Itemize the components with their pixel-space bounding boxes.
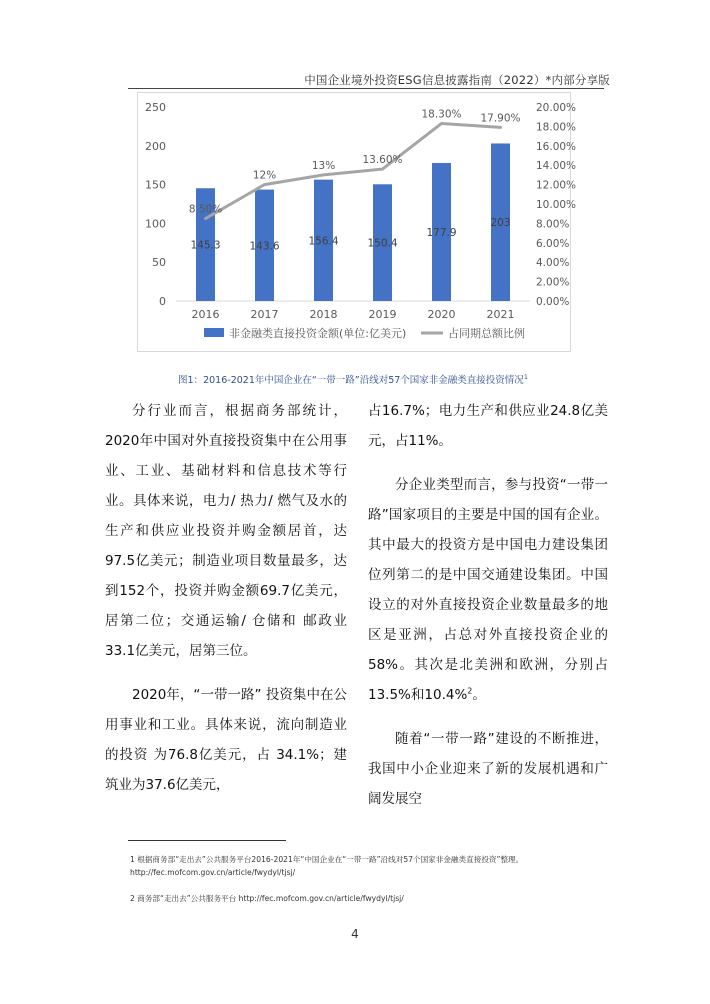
line-data-label: 13% bbox=[311, 159, 336, 172]
body-column-right bbox=[368, 396, 608, 828]
ratio-line bbox=[206, 123, 501, 218]
footnote-rule bbox=[128, 840, 286, 841]
bar-data-label: 145.3 bbox=[190, 239, 221, 252]
enterprise-type-end: 。 bbox=[472, 687, 486, 703]
paragraph-enterprise-type bbox=[368, 470, 608, 710]
chart-svg bbox=[138, 93, 577, 351]
right-axis-tick-label: 8.00% bbox=[536, 218, 570, 231]
footnote-1: 1 根据商务部“走出去”公共服务平台2016-2021年“中国企业在“一带一路”沿线对57个国家非金融类直接投资”整理。http://fec.mofcom.gov.cn/article/fwydyl/tjsj/ bbox=[130, 855, 524, 877]
x-axis-tick-label: 2016 bbox=[191, 308, 220, 321]
left-axis-tick-label: 150 bbox=[145, 178, 166, 192]
legend-bar-label: 非金融类直接投资金额(单位:亿美元) bbox=[229, 327, 407, 340]
right-axis-tick-label: 18.00% bbox=[536, 121, 577, 134]
line-data-label: 13.60% bbox=[362, 154, 403, 167]
left-axis-tick-label: 50 bbox=[152, 256, 166, 270]
bar-data-label: 156.4 bbox=[308, 235, 339, 248]
investment-chart bbox=[137, 92, 577, 352]
right-axis-tick-label: 20.00% bbox=[536, 102, 577, 114]
right-axis-tick-label: 4.00% bbox=[536, 257, 570, 270]
right-axis-tick-label: 14.00% bbox=[536, 160, 577, 173]
legend-line-label: 占同期总额比例 bbox=[448, 327, 525, 340]
left-axis-tick-label: 250 bbox=[145, 101, 166, 114]
left-axis-tick-label: 0 bbox=[159, 295, 166, 308]
x-axis-tick-label: 2017 bbox=[250, 308, 279, 321]
left-axis-tick-label: 200 bbox=[145, 139, 166, 153]
right-axis-tick-label: 2.00% bbox=[536, 276, 570, 289]
caption-text: 图1：2016-2021年中国企业在“一带一路”沿线对57个国家非金融类直接投资情况 bbox=[178, 375, 524, 386]
right-axis-tick-label: 10.00% bbox=[536, 199, 577, 211]
x-axis-tick-label: 2020 bbox=[427, 308, 456, 321]
caption-footnote-ref: 1 bbox=[523, 372, 528, 381]
x-axis-tick-label: 2019 bbox=[368, 308, 397, 321]
line-data-label: 8.50% bbox=[188, 203, 223, 216]
figure-caption bbox=[137, 372, 569, 386]
right-axis-tick-label: 0.00% bbox=[536, 296, 570, 308]
line-data-label: 17.90% bbox=[480, 112, 521, 125]
right-axis-tick-label: 12.00% bbox=[536, 179, 577, 192]
paragraph-belt-road-2020: 2020年，“一带一路” 投资集中在公用事业和工业。具体来说，流向制造业的投资 为76.8亿美元，占 34.1%；建筑业为37.6亿美元， bbox=[105, 687, 347, 793]
legend-bar-swatch bbox=[204, 328, 224, 337]
page-number: 4 bbox=[351, 927, 359, 941]
right-axis-tick-label: 16.00% bbox=[536, 140, 577, 153]
page-header: 中国企业境外投资ESG信息披露指南（2022）*内部分享版 bbox=[304, 73, 610, 87]
x-axis-tick-label: 2018 bbox=[309, 308, 338, 321]
enterprise-type-text: 分企业类型而言，参与投资“一带一路”国家项目的主要是中国的国有企业。其中最大的投资方是中国电力建设集团位列第二的是中国交通建设集团。中国设立的对外直接投资企业数量最多的地区是亚洲，占总对外直接投资企业的58%。其次是北美洲和欧洲，分别占13.5%和10.4% bbox=[368, 477, 608, 703]
x-axis-tick-label: 2021 bbox=[486, 308, 515, 321]
line-data-label: 18.30% bbox=[421, 108, 462, 121]
line-data-label: 12% bbox=[252, 169, 277, 182]
bar-data-label: 143.6 bbox=[249, 240, 280, 253]
paragraph-continuation: 占16.7%；电力生产和供应业24.8亿美元，占11%。 bbox=[368, 403, 608, 449]
paragraph-industry: 分行业而言，根据商务部统计，2020年中国对外直接投资集中在公用事业、工业、基础材料和信息技术等行业。具体来说，电力/ 热力/ 燃气及水的生产和供应业投资并购金额居首，达97.5亿美元；制造业项目数量最多，达到152个，投资并购金额69.7亿美元，居第二位；交通运输/ 仓储和 邮政业33.1亿美元，居第三位。 bbox=[105, 403, 347, 659]
left-axis-tick-label: 100 bbox=[145, 217, 166, 231]
bar-data-label: 150.4 bbox=[367, 237, 398, 250]
bar-data-label: 177.9 bbox=[426, 226, 457, 239]
body-column-left bbox=[105, 396, 347, 814]
footnote-2: 2 商务部“走出去”公共服务平台 http://fec.mofcom.gov.cn/article/fwydyl/tjsj/ bbox=[130, 894, 404, 903]
right-axis-tick-label: 6.00% bbox=[536, 237, 570, 250]
header-rule bbox=[128, 88, 604, 89]
paragraph-sme: 随着“一带一路”建设的不断推进，我国中小企业迎来了新的发展机遇和广阔发展空 bbox=[368, 731, 608, 807]
footnote-ref-2: 2 bbox=[467, 686, 473, 696]
bar-data-label: 203 bbox=[490, 217, 511, 230]
